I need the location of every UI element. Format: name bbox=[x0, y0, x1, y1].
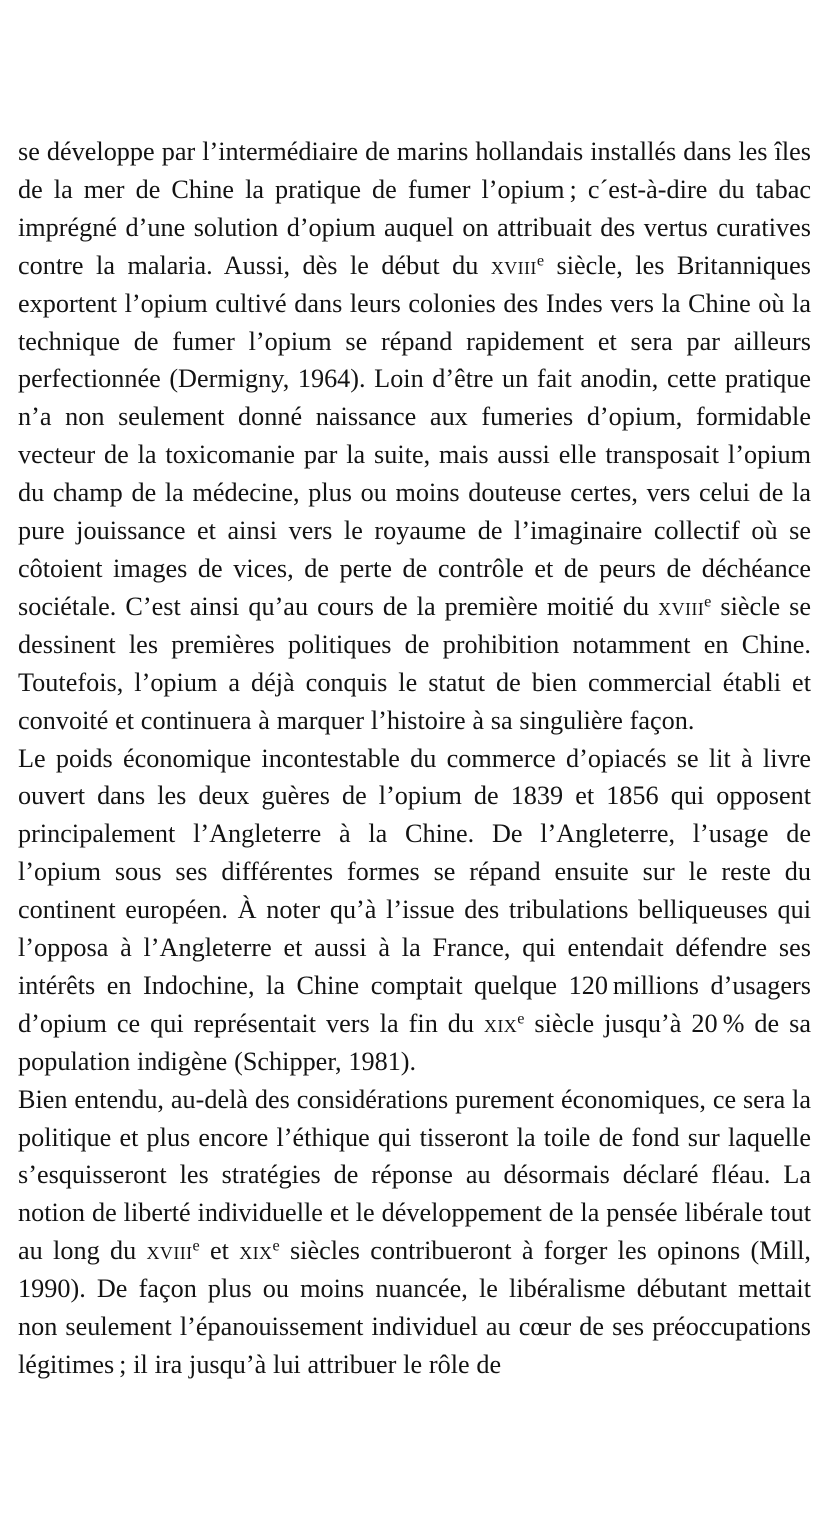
body-text-column bbox=[18, 133, 811, 1384]
roman-numeral-century: xviii bbox=[146, 1236, 193, 1266]
paragraph-2: Le poids économique incontestable du commerce d’opiacés se lit à livre ouvert dans les deux guères de l’opium de 1839 et 1856 qui opposent principalement l’Angleterre à la Chine. De l’Angleterre, l’usage de l’opium sous ses différentes formes se répand ensuite sur le reste du continent européen. À noter qu’à l’issue des tribulations belliqueuses qui l’opposa à l’Angleterre et aussi à la France, qui entendait défendre ses intérêts en Indochine, la Chine comptait quelque 120 millions d’usagers d’opium ce qui représentait vers la fin du xix$^e$ siècle jusqu’à 20 % de sa population indigène (Schipper, 1981). bbox=[18, 743, 812, 1076]
ordinal-suffix: e bbox=[272, 1236, 280, 1255]
paragraph-1: se développe par l’intermédiaire de marins hollandais installés dans les îles de la mer de Chine la pratique de fumer l’opium ; c´est-à-dire du tabac imprégné d’une solution d’opium auquel on attribuait des vertus curatives contre la malaria. Aussi, dès le début du xviii$^e$ siècle, les Britanniques exportent l’opium cultivé dans leurs colonies des Indes vers la Chine où la technique de fumer l’opium se répand rapidement et sera par ailleurs perfectionnée (Dermigny, 1964). Loin d’être un fait anodin, cette pratique n’a non seulement donné naissance aux fumeries d’opium, formidable vecteur de la toxicomanie par la suite, mais aussi elle transposait l’opium du champ de la médecine, plus ou moins douteuse certes, vers celui de la pure jouissance et ainsi vers le royaume de l’imaginaire collectif où se côtoient images de vices, de perte de contrôle et de peurs de déchéance sociétale. C’est ainsi qu’au cours de la première moitié du xviii$^e$ siècle se dessinent les premières politiques de prohibition notamment en Chine. Toutefois, l’opium a déjà conquis le statut de bien commercial établi et convoité et continuera à marquer l’histoire à sa singulière façon. bbox=[18, 137, 811, 735]
ordinal-suffix: e bbox=[704, 592, 712, 611]
roman-numeral-century: xix bbox=[239, 1236, 273, 1266]
ordinal-suffix: e bbox=[536, 251, 545, 270]
ordinal-suffix: e bbox=[192, 1236, 200, 1255]
roman-numeral-century: xix bbox=[484, 1008, 518, 1038]
ordinal-suffix: e bbox=[517, 1009, 525, 1028]
paragraph-3: Bien entendu, au-delà des considérations purement économiques, ce sera la politique et plus encore l’éthique qui tisseront la toile de fond sur laquelle s’esquisseront les stratégies de réponse au désormais déclaré fléau. La notion de liberté individuelle et le développement de la pensée libérale tout au long du xviii$^e$ et xix$^e$ siècles contribueront à forger les opinons (Mill, 1990). De façon plus ou moins nuancée, le libéralisme débutant mettait non seulement l’épanouissement individuel au cœur de ses préoccupations légitimes ; il ira jusqu’à lui attribuer le rôle de bbox=[18, 1084, 811, 1379]
roman-numeral-century: xviii bbox=[658, 591, 705, 621]
roman-numeral-century: xviii bbox=[490, 250, 537, 280]
